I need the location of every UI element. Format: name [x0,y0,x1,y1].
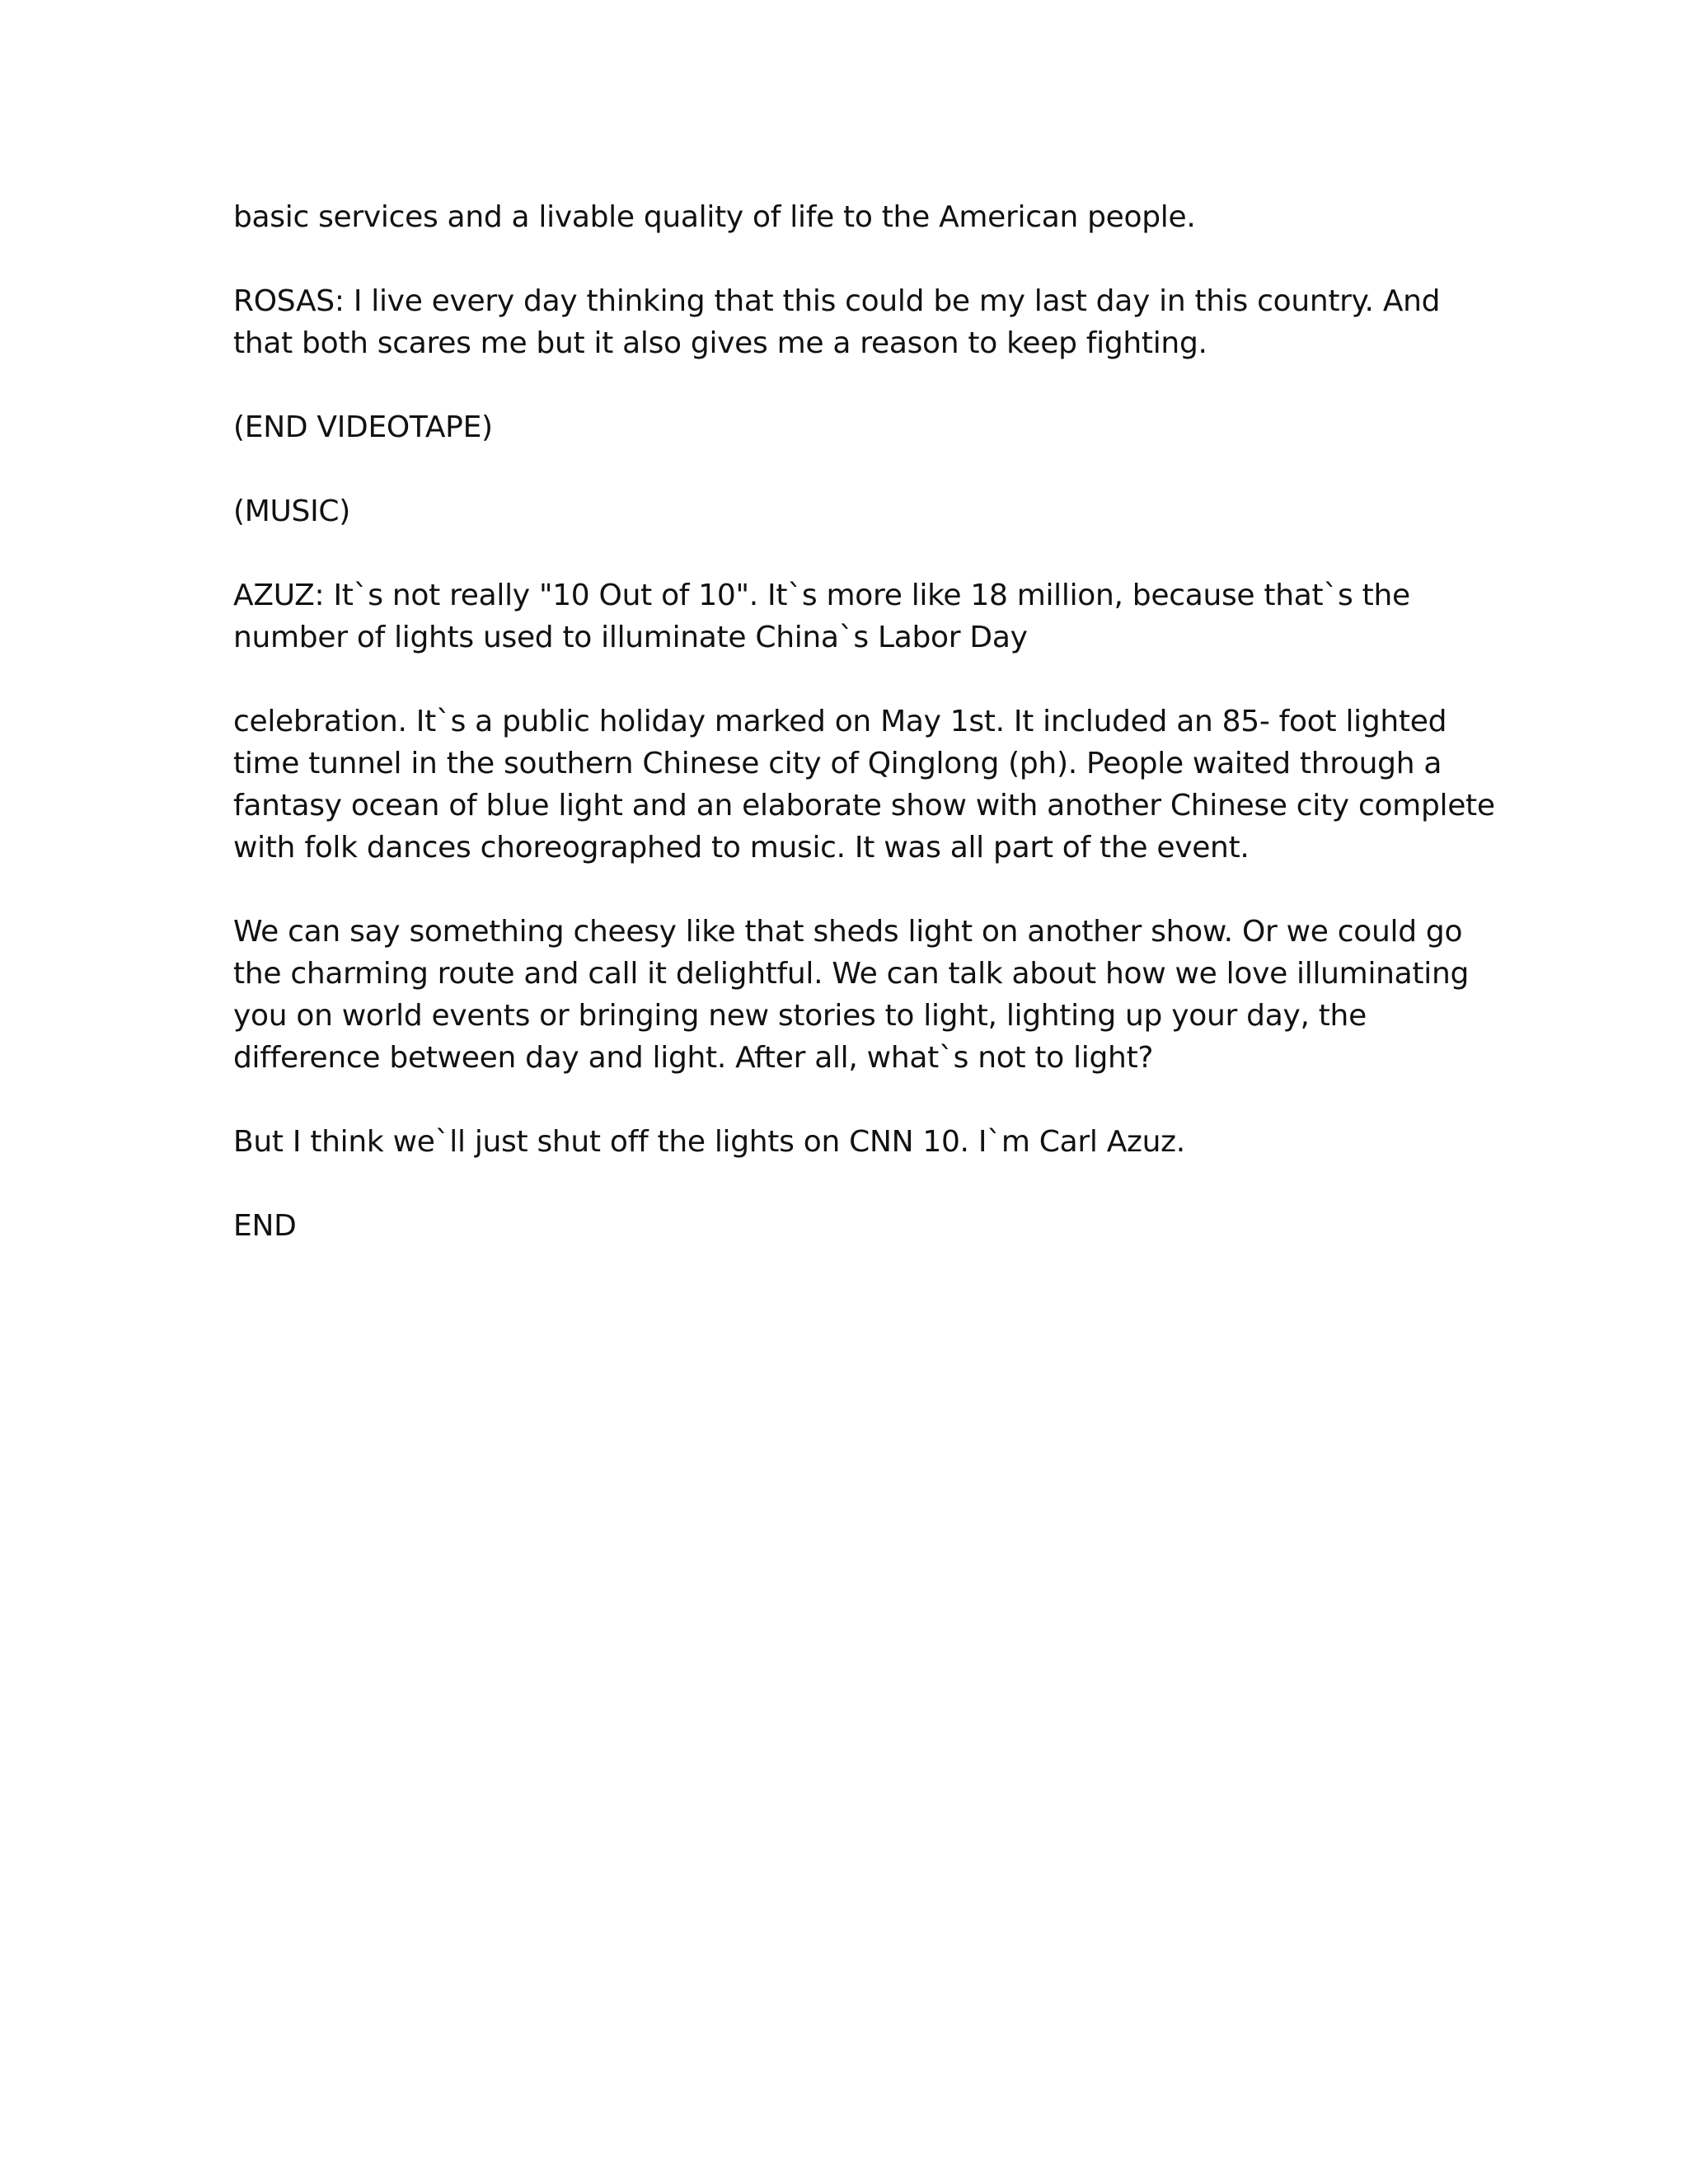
text-line: END [233,1209,297,1243]
paragraph-celebration [233,701,1495,869]
text-line: number of lights used to illuminate China`s Labor Day [233,621,1028,654]
text-line: difference between day and light. After all, what`s not to light? [233,1041,1154,1075]
text-line: celebration. It`s a public holiday marked on May 1st. It included an 85- foot lighted [233,705,1447,738]
paragraph-music-cue [233,490,1470,532]
text-line: you on world events or bringing new stories to light, lighting up your day, the [233,999,1367,1033]
paragraph-rosas-quote [233,280,1470,364]
text-line: AZUZ: It`s not really "10 Out of 10". It`s more like 18 million, because that`s the [233,579,1410,612]
text-line: We can say something cheesy like that sheds light on another show. Or we could go [233,915,1463,949]
paragraph-puns [233,911,1470,1079]
text-line: the charming route and call it delightful. We can talk about how we love illuminating [233,957,1470,991]
text-line: time tunnel in the southern Chinese city of Qinglong (ph). People waited through a [233,747,1442,780]
paragraph-end-videotape [233,406,1470,448]
text-line: with folk dances choreographed to music. It was all part of the event. [233,831,1250,865]
transcript-body [233,196,1495,1289]
paragraph-signoff [233,1121,1470,1163]
paragraph-end [233,1205,1470,1247]
text-line: ROSAS: I live every day thinking that this could be my last day in this country. And [233,284,1441,318]
paragraph-azuz-intro [233,574,1470,658]
text-line: But I think we`ll just shut off the lights on CNN 10. I`m Carl Azuz. [233,1125,1185,1159]
text-line: (MUSIC) [233,494,351,528]
paragraph-closing-services [233,196,1470,238]
text-line: (END VIDEOTAPE) [233,410,493,444]
text-line: basic services and a livable quality of life to the American people. [233,200,1196,234]
text-line: that both scares me but it also gives me a reason to keep fighting. [233,326,1207,360]
text-line: fantasy ocean of blue light and an elaborate show with another Chinese city complete [233,789,1495,823]
